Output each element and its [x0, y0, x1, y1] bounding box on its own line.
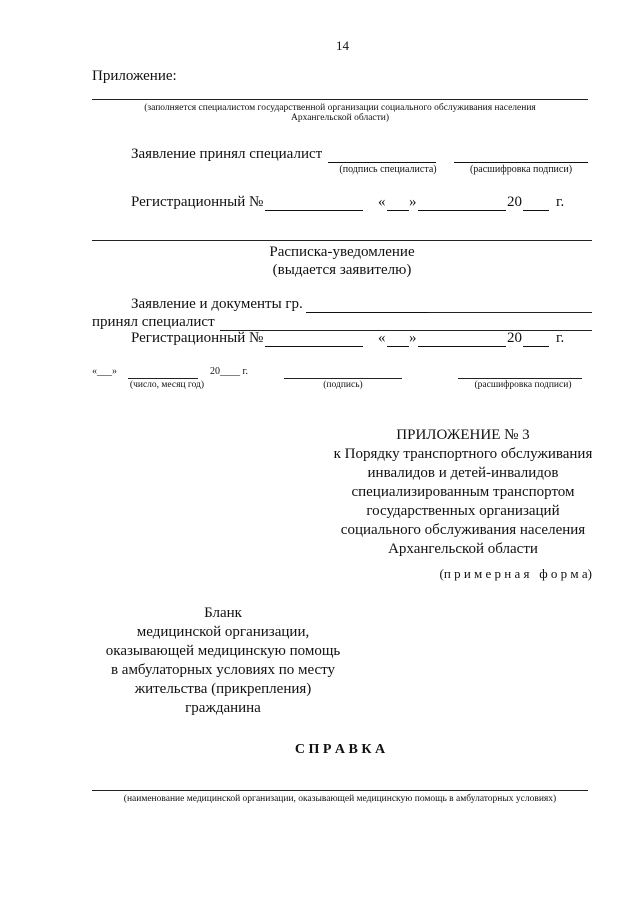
citizen-name-field-1[interactable]	[306, 312, 428, 313]
date-close-quote: »	[409, 194, 417, 210]
date-month-field[interactable]	[418, 210, 506, 211]
year-suffix: г.	[556, 194, 565, 210]
appendix-3-heading: ПРИЛОЖЕНИЕ № 3	[396, 427, 530, 443]
appendix-3-line: социального обслуживания населения	[340, 522, 586, 538]
bottom-signature-field[interactable]	[284, 378, 402, 379]
accepted-specialist-field[interactable]	[220, 330, 592, 331]
year-field[interactable]	[523, 210, 549, 211]
sample-form-label: (п р и м е р н а я ф о р м а)	[439, 566, 592, 581]
letterhead-block	[78, 604, 368, 718]
appendix-3-block	[318, 426, 608, 559]
appendix-3-line: инвалидов и детей-инвалидов	[367, 465, 559, 481]
year-prefix: 20	[507, 194, 522, 210]
receipt-title: Расписка-уведомление	[269, 244, 415, 260]
org-name-caption: (наименование медицинской организации, оказывающей медицинскую помощь в амбулаторных условиях)	[123, 794, 557, 804]
specialist-decoding-caption: (расшифровка подписи)	[469, 164, 573, 175]
letterhead-line: оказывающей медицинскую помощь	[105, 643, 341, 659]
letterhead-line: гражданина	[185, 700, 261, 716]
letterhead-line: жительства (прикрепления)	[134, 681, 312, 697]
bottom-year: 20____ г.	[210, 366, 248, 377]
specialist-signature-caption: (подпись специалиста)	[339, 164, 437, 175]
specialist-decoding-line[interactable]	[454, 162, 588, 163]
date-open-quote: «	[378, 194, 386, 210]
docs-from-label: Заявление и документы гр.	[131, 296, 303, 312]
date-month-field-2[interactable]	[418, 346, 506, 347]
filled-by-note	[92, 103, 588, 123]
appendix-3-line: Архангельской области	[388, 541, 538, 557]
year-suffix-2: г.	[556, 330, 565, 346]
date-caption: (число, месяц год)	[129, 380, 205, 390]
signature-caption: (подпись)	[323, 380, 363, 390]
decoding-caption: (расшифровка подписи)	[474, 380, 572, 390]
org-name-field[interactable]	[92, 790, 588, 791]
page-number: 14	[336, 38, 349, 53]
bottom-decoding-field[interactable]	[458, 378, 582, 379]
appendix-3-line: специализированным транспортом	[351, 484, 575, 500]
year-prefix-2: 20	[507, 330, 522, 346]
accepted-specialist-label: принял специалист	[92, 314, 215, 330]
date-day-field-2[interactable]	[387, 346, 409, 347]
date-open-quote-2: «	[378, 330, 386, 346]
accepted-by-label: Заявление принял специалист	[131, 146, 323, 162]
section-separator	[92, 240, 592, 241]
reg-number-label: Регистрационный №	[131, 194, 264, 210]
receipt-subtitle: (выдается заявителю)	[272, 262, 412, 278]
certificate-title: С П Р А В К А	[294, 742, 386, 757]
appendix-3-line: к Порядку транспортного обслуживания	[333, 446, 593, 462]
date-close-quote-2: »	[409, 330, 417, 346]
filled-by-line	[92, 99, 588, 100]
citizen-name-field-2[interactable]	[428, 312, 592, 313]
filled-by-note-line-1: (заполняется специалистом государственной организации социального обслуживания населения	[144, 103, 536, 113]
reg-number-label-2: Регистрационный №	[131, 330, 264, 346]
date-day-field[interactable]	[387, 210, 409, 211]
filled-by-note-line-2: Архангельской области)	[290, 113, 390, 123]
bottom-date-month-field[interactable]	[128, 378, 198, 379]
letterhead-line: медицинской организации,	[136, 624, 310, 640]
bottom-date-open[interactable]: «___»	[92, 366, 117, 377]
appendix-label: Приложение:	[92, 68, 177, 84]
letterhead-line: Бланк	[204, 605, 242, 621]
specialist-signature-line[interactable]	[328, 162, 436, 163]
reg-number-field-2[interactable]	[265, 346, 363, 347]
appendix-3-line: государственных организаций	[366, 503, 560, 519]
year-field-2[interactable]	[523, 346, 549, 347]
letterhead-line: в амбулаторных условиях по месту	[110, 662, 336, 678]
reg-number-field[interactable]	[265, 210, 363, 211]
